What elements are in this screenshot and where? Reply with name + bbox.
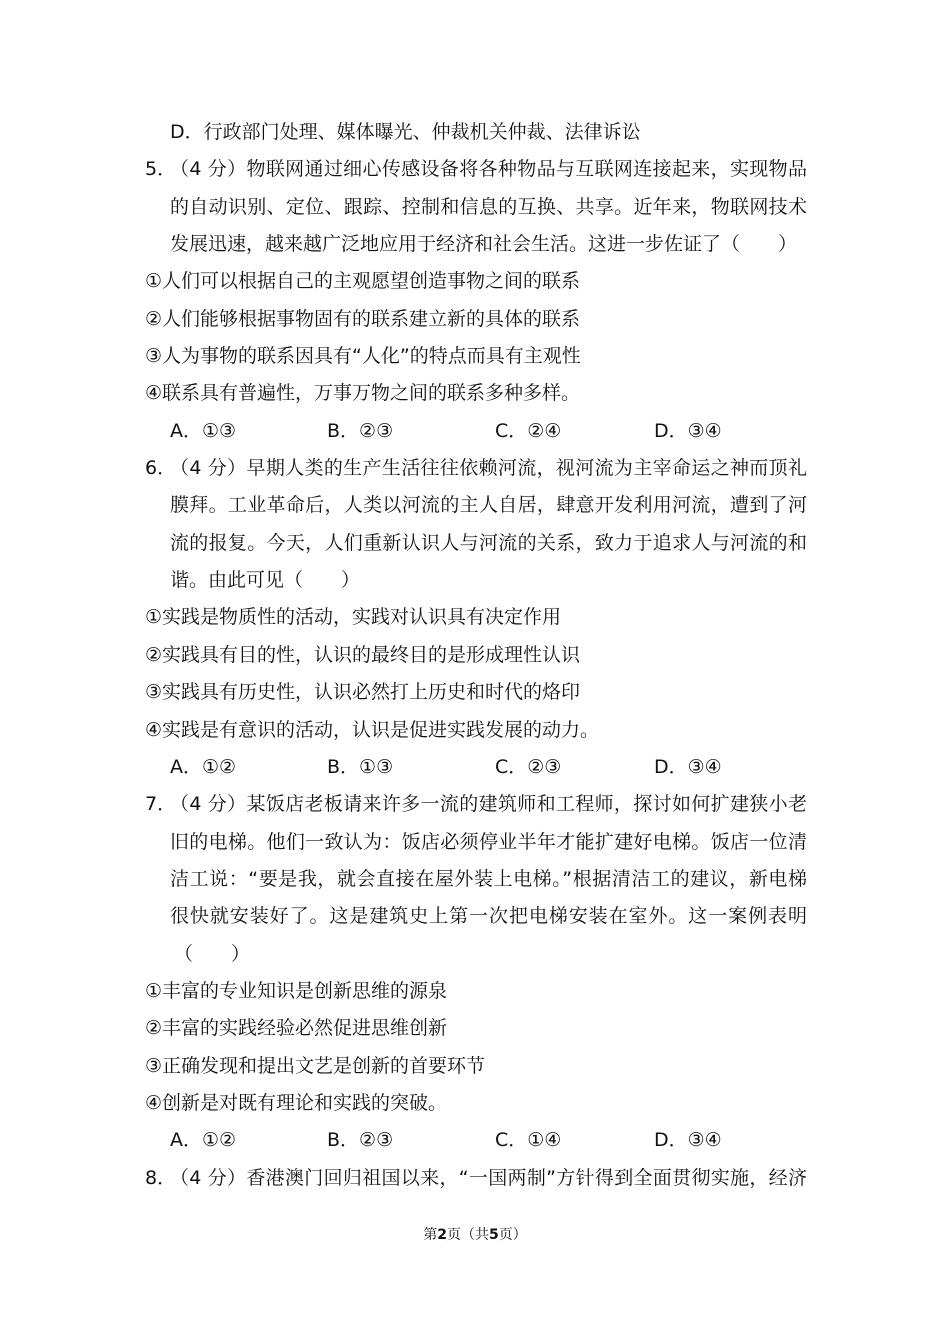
current-page-number: 2 bbox=[437, 1227, 447, 1243]
answer-option[interactable]: A．①② bbox=[170, 755, 237, 778]
question-stem-text: 的自动识别、定位、跟踪、控制和信息的互换、共享。近年来，物联网技术 bbox=[170, 195, 807, 218]
answer-option[interactable]: B．①③ bbox=[327, 755, 394, 778]
spacer bbox=[145, 936, 170, 973]
statement-item: ④联系具有普遍性，万事万物之间的联系多种多样。 bbox=[145, 382, 581, 405]
question-stem-text: 洁工说：“要是我，就会直接在屋外装上电梯。”根据清洁工的建议，新电梯 bbox=[170, 867, 807, 890]
statement-item: ②丰富的实践经验必然促进思维创新 bbox=[145, 1017, 448, 1040]
spacer bbox=[145, 487, 170, 524]
question-stem-line bbox=[145, 450, 807, 487]
footer-text: 页） bbox=[498, 1227, 527, 1243]
question-stem-text: （ ） bbox=[174, 942, 251, 965]
answer-option[interactable]: B．②③ bbox=[327, 419, 394, 442]
answer-option[interactable]: A．①③ bbox=[170, 419, 237, 442]
statement-item: ①丰富的专业知识是创新思维的源泉 bbox=[145, 979, 448, 1002]
statement-item: ②实践具有目的性，认识的最终目的是形成理性认识 bbox=[145, 643, 581, 666]
answer-options bbox=[145, 1122, 807, 1159]
spacer bbox=[145, 189, 170, 226]
page-footer bbox=[0, 1224, 950, 1244]
question-stem-text: 很快就安装好了。这是建筑史上第一次把电梯安装在室外。这一案例表明 bbox=[170, 905, 807, 928]
question-stem-text: （4 分）香港澳门回归祖国以来，“一国两制”方针得到全面贯彻实施，经济 bbox=[170, 1166, 807, 1189]
question-stem-text: 膜拜。工业革命后，人类以河流的主人自居，肆意开发利用河流，遭到了河 bbox=[170, 494, 807, 517]
statement-item: ③实践具有历史性，认识必然打上历史和时代的烙印 bbox=[145, 681, 581, 704]
question-stem-line bbox=[145, 189, 807, 226]
statement-item: ①人们可以根据自己的主观愿望创造事物之间的联系 bbox=[145, 270, 581, 293]
question-stem-text: （4 分）某饭店老板请来许多一流的建筑师和工程师，探讨如何扩建狭小老 bbox=[170, 793, 807, 816]
answer-option[interactable]: D．③④ bbox=[654, 419, 722, 442]
question-stem-line bbox=[145, 487, 807, 524]
question-stem-line bbox=[145, 936, 807, 973]
question-5 bbox=[145, 151, 807, 450]
total-pages: 5 bbox=[489, 1227, 499, 1243]
spacer bbox=[145, 898, 170, 935]
question-stem-text: 谐。由此可见（ ） bbox=[170, 569, 361, 592]
answer-options bbox=[145, 749, 807, 786]
answer-option[interactable]: C．①④ bbox=[495, 1129, 562, 1152]
answer-option[interactable]: C．②④ bbox=[495, 419, 562, 442]
question-stem-text: 流的报复。今天，人们重新认识人与河流的关系，致力于追求人与河流的和 bbox=[170, 531, 807, 554]
question-stem-line bbox=[145, 226, 807, 263]
footer-text: 页（共 bbox=[447, 1227, 489, 1243]
question-stem-text: 发展迅速，越来越广泛地应用于经济和社会生活。这进一步佐证了（ ） bbox=[170, 233, 798, 256]
question-stem-line bbox=[145, 861, 807, 898]
spacer bbox=[145, 226, 170, 263]
question-number: 7． bbox=[145, 793, 177, 816]
statement-item: ③正确发现和提出文艺是创新的首要环节 bbox=[145, 1054, 486, 1077]
question-6 bbox=[145, 450, 807, 786]
statement-item: ④创新是对既有理论和实践的突破。 bbox=[145, 1091, 448, 1114]
statement-item: ②人们能够根据事物固有的联系建立新的具体的联系 bbox=[145, 307, 581, 330]
answer-option[interactable]: C．②③ bbox=[495, 755, 562, 778]
question-number: 5． bbox=[145, 158, 177, 181]
statement-item: ④实践是有意识的活动，认识是促进实践发展的动力。 bbox=[145, 718, 600, 741]
document-body bbox=[145, 114, 807, 1197]
answer-option[interactable]: B．②③ bbox=[327, 1129, 394, 1152]
question-stem-text: 旧的电梯。他们一致认为：饭店必须停业半年才能扩建好电梯。饭店一位清 bbox=[170, 830, 807, 853]
question-stem-line bbox=[145, 151, 807, 188]
question-stem-line bbox=[145, 1160, 807, 1197]
question-stem-line bbox=[145, 562, 807, 599]
spacer bbox=[145, 824, 170, 861]
spacer bbox=[145, 562, 170, 599]
question-7 bbox=[145, 786, 807, 1159]
statement-item: ③人为事物的联系因具有“人化”的特点而具有主观性 bbox=[145, 345, 581, 368]
answer-options bbox=[145, 413, 807, 450]
previous-question-option-d: D．行政部门处理、媒体曝光、仲裁机关仲裁、法律诉讼 bbox=[170, 121, 641, 143]
answer-option[interactable]: D．③④ bbox=[654, 1129, 722, 1152]
question-stem-line bbox=[145, 824, 807, 861]
question-stem-line bbox=[145, 525, 807, 562]
question-number: 8． bbox=[145, 1166, 177, 1189]
spacer bbox=[145, 525, 170, 562]
question-stem-line bbox=[145, 786, 807, 823]
answer-option[interactable]: D．③④ bbox=[654, 755, 722, 778]
answer-option[interactable]: A．①② bbox=[170, 1129, 237, 1152]
question-8 bbox=[145, 1160, 807, 1197]
spacer bbox=[145, 861, 170, 898]
question-stem-text: （4 分）物联网通过细心传感设备将各种物品与互联网连接起来，实现物品 bbox=[170, 158, 807, 181]
question-stem-text: （4 分）早期人类的生产生活往往依赖河流，视河流为主宰命运之神而顶礼 bbox=[170, 457, 807, 480]
question-number: 6． bbox=[145, 457, 177, 480]
statement-item: ①实践是物质性的活动，实践对认识具有决定作用 bbox=[145, 606, 562, 629]
question-stem-line bbox=[145, 898, 807, 935]
footer-text: 第 bbox=[423, 1227, 438, 1243]
